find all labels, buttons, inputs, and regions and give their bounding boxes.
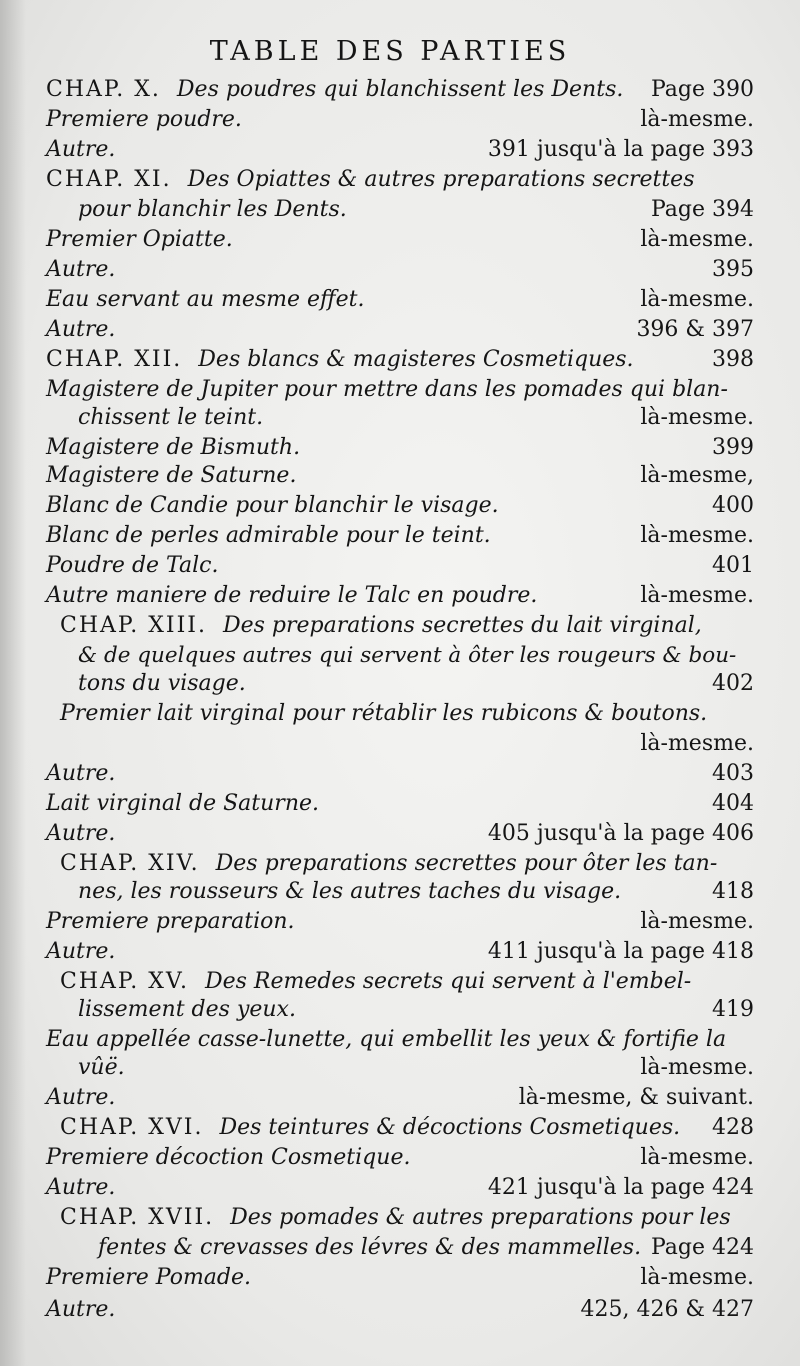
toc-entry: [46, 344, 634, 375]
page-reference: là-mesme.: [640, 227, 754, 252]
page-reference: Page 394: [650, 197, 754, 222]
entry-text: Autre maniere de reduire le Talc en poudre.: [46, 583, 538, 608]
toc-entry: [46, 254, 115, 285]
page-reference: là-mesme.: [640, 1265, 754, 1290]
toc-entry: [46, 788, 319, 819]
toc-entry: [46, 936, 115, 967]
toc-entry: [46, 906, 295, 937]
page-reference: là-mesme.: [640, 107, 754, 132]
toc-entry: [46, 104, 242, 135]
chapter-title: Des blancs & magisteres Cosmetiques.: [198, 347, 634, 372]
page-reference: là-mesme.: [640, 1055, 754, 1080]
chapter-number: CHAP. XVI.: [60, 1115, 204, 1140]
entry-text: Autre.: [46, 1175, 116, 1200]
page-title: TABLE DES PARTIES: [209, 36, 571, 67]
page-reference: 399: [712, 435, 754, 460]
toc-entry: [46, 1142, 410, 1173]
chapter-number: CHAP. XI.: [46, 167, 172, 192]
entry-text: Magistere de Jupiter pour mettre dans les pomades qui blan-: [46, 377, 728, 402]
toc-entry: [78, 876, 621, 907]
toc-entry: [60, 1112, 680, 1143]
toc-entry: [46, 74, 623, 105]
toc-entry: [46, 432, 300, 463]
entry-text: Eau servant au mesme effet.: [46, 287, 365, 312]
chapter-title: Des Opiattes & autres preparations secrettes: [187, 167, 695, 192]
page-reference: là-mesme.: [640, 583, 754, 608]
entry-text: vûë.: [78, 1055, 125, 1080]
page-reference: 421 jusqu'à la page 424: [487, 1175, 754, 1200]
entry-text: Autre.: [46, 137, 116, 162]
page-reference: 391 jusqu'à la page 393: [487, 137, 754, 162]
entry-text: Magistere de Bismuth.: [46, 435, 301, 460]
page-reference: 418: [712, 879, 754, 904]
page-reference: 403: [712, 761, 754, 786]
entry-text: Lait virginal de Saturne.: [46, 791, 320, 816]
toc-entry: [60, 966, 691, 997]
toc-entry: [78, 668, 246, 699]
page-reference: 398: [712, 347, 754, 372]
chapter-title: Des preparations secrettes du lait virginal,: [222, 613, 702, 638]
toc-entry: [60, 1202, 731, 1233]
entry-text: Premiere poudre.: [46, 107, 242, 132]
entry-text: fentes & crevasses des lévres & des mammelles.: [98, 1235, 642, 1260]
chapter-title: Des preparations secrettes pour ôter les tan-: [215, 851, 718, 876]
toc-entry: [78, 1052, 125, 1083]
entry-text: lissement des yeux.: [78, 997, 296, 1022]
entry-text: Autre.: [46, 821, 116, 846]
page-reference: 428: [712, 1115, 754, 1140]
chapter-number: CHAP. XIII.: [60, 613, 207, 638]
page-reference: là-mesme.: [640, 287, 754, 312]
toc-entry: [46, 374, 728, 405]
entry-text: Premiere Pomade.: [46, 1265, 252, 1290]
entry-text: Blanc de Candie pour blanchir le visage.: [46, 493, 499, 518]
toc-entry: [46, 1262, 251, 1293]
page-reference: là-mesme,: [640, 463, 754, 488]
entry-text: Autre.: [46, 317, 116, 342]
toc-entry: [46, 284, 365, 315]
chapter-title: Des poudres qui blanchissent les Dents.: [176, 77, 624, 102]
page-reference: 405 jusqu'à la page 406: [487, 821, 754, 846]
toc-entry: [78, 402, 263, 433]
entry-text: & de quelques autres qui servent à ôter les rougeurs & bou-: [78, 643, 737, 668]
chapter-title: Des Remedes secrets qui servent à l'embel-: [204, 969, 692, 994]
entry-text: Autre.: [46, 1085, 116, 1110]
page-reference: là-mesme.: [640, 731, 754, 756]
page-reference: là-mesme.: [640, 523, 754, 548]
toc-entry: [46, 1294, 115, 1325]
page-reference: 404: [712, 791, 754, 816]
toc-entry: [46, 818, 115, 849]
entry-text: Premiere preparation.: [46, 909, 295, 934]
toc-entry: [46, 314, 115, 345]
entry-text: Autre.: [46, 939, 116, 964]
page-reference: Page 390: [650, 77, 754, 102]
toc-entry: [46, 164, 695, 195]
toc-entry: [46, 460, 296, 491]
page-reference: 401: [712, 553, 754, 578]
entry-text: Blanc de perles admirable pour le teint.: [46, 523, 491, 548]
toc-entry: [46, 490, 499, 521]
page-reference: 396 & 397: [636, 317, 754, 342]
chapter-number: CHAP. XVII.: [60, 1205, 215, 1230]
page-reference: 400: [712, 493, 754, 518]
toc-entry: [46, 1082, 115, 1113]
toc-entry: [78, 640, 736, 671]
toc-entry: [60, 610, 702, 641]
entry-text: Autre.: [46, 1297, 116, 1322]
chapter-title: Des teintures & décoctions Cosmetiques.: [219, 1115, 681, 1140]
entry-text: Autre.: [46, 761, 116, 786]
entry-text: chissent le teint.: [78, 405, 264, 430]
entry-text: tons du visage.: [78, 671, 246, 696]
toc-entry: [46, 1024, 726, 1055]
entry-text: Magistere de Saturne.: [46, 463, 297, 488]
page-reference: là-mesme.: [640, 405, 754, 430]
page-reference: Page 424: [650, 1235, 754, 1260]
toc-entry: [60, 848, 717, 879]
entry-text: Poudre de Talc.: [46, 553, 219, 578]
chapter-number: CHAP. XII.: [46, 347, 183, 372]
page-reference: 395: [712, 257, 754, 282]
toc-entry: [78, 994, 296, 1025]
toc-entry: [46, 758, 115, 789]
entry-text: pour blanchir les Dents.: [78, 197, 347, 222]
toc-entry: [78, 194, 347, 225]
page-reference: là-mesme.: [640, 909, 754, 934]
page-reference: 411 jusqu'à la page 418: [487, 939, 754, 964]
entry-text: nes, les rousseurs & les autres taches du visage.: [78, 879, 622, 904]
toc-entry: [46, 550, 218, 581]
toc-entry: [60, 698, 707, 729]
entry-text: Eau appellée casse-lunette, qui embellit les yeux & fortifie la: [46, 1027, 727, 1052]
chapter-number: CHAP. XIV.: [60, 851, 200, 876]
page-reference: 425, 426 & 427: [580, 1297, 754, 1322]
entry-text: Autre.: [46, 257, 116, 282]
toc-entry: [46, 1172, 115, 1203]
page-reference: là-mesme, & suivant.: [518, 1085, 754, 1110]
toc-entry: [98, 1232, 641, 1263]
chapter-number: CHAP. X.: [46, 77, 161, 102]
toc-entry: [46, 224, 233, 255]
chapter-title: Des pomades & autres preparations pour les: [230, 1205, 731, 1230]
toc-entry: [46, 580, 537, 611]
entry-text: Premier lait virginal pour rétablir les rubicons & boutons.: [60, 701, 708, 726]
chapter-number: CHAP. XV.: [60, 969, 189, 994]
toc-entry: [46, 520, 491, 551]
page-reference: 402: [712, 671, 754, 696]
toc-entry: [46, 134, 115, 165]
entry-text: Premiere décoction Cosmetique.: [46, 1145, 411, 1170]
page-reference: 419: [712, 997, 754, 1022]
page-reference: là-mesme.: [640, 1145, 754, 1170]
entry-text: Premier Opiatte.: [46, 227, 233, 252]
